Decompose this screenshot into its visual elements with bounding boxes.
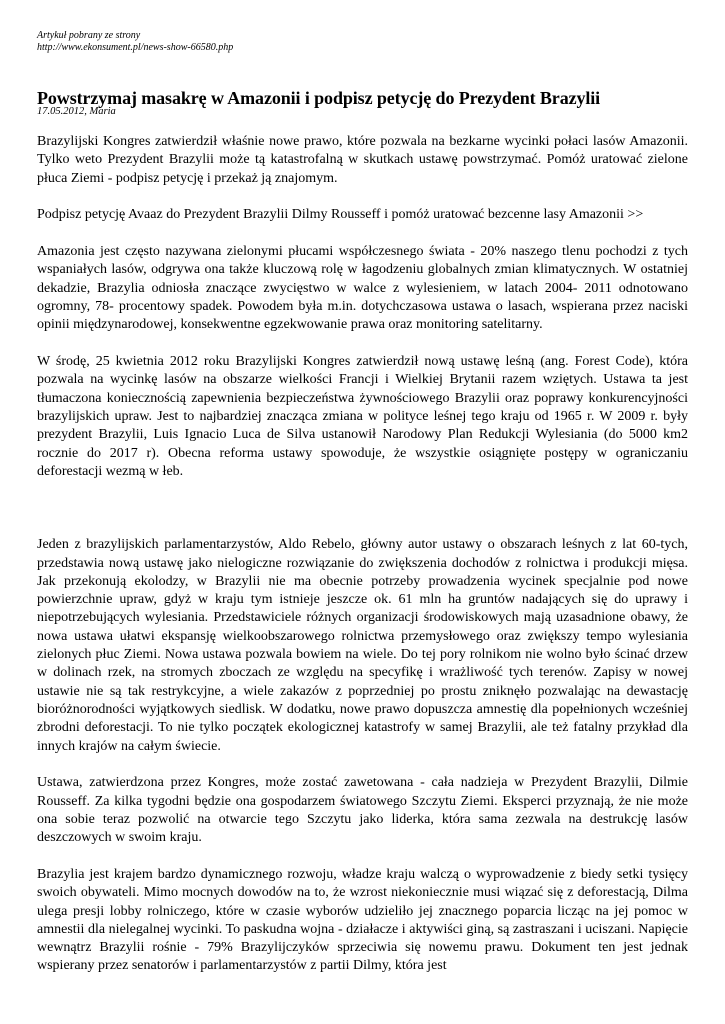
source-label: Artykuł pobrany ze strony bbox=[37, 30, 141, 41]
body-paragraph: W środę, 25 kwietnia 2012 roku Brazylijski Kongres zatwierdził nową ustawę leśną (ang. Forest Code), która pozwala na wycinkę lasów na obszarze wielkości Francji i Wielkiej Brytanii razem wziętych. Ustawa ta jest tłumaczona koniecznością zapewnienia bezpieczeństwa żywnościowego Brazylii oraz poprawy konkurencyjności brazylijskich upraw. Jest to najbardziej znacząca zmiana w polityce leśnej tego kraju od 1965 r. W 2009 r. były prezydent Brazylii, Luis Ignacio Luca de Silva ustanowił Narodowy Plan Redukcji Wylesiania (do 5000 km2 rocznie do 2017 r). Obecna reforma ustawy spowoduje, że wszystkie osiągnięte postępy w ograniczaniu deforestacji wezmą w łeb. bbox=[37, 354, 688, 479]
article-title: Powstrzymaj masakrę w Amazonii i podpisz petycję do Prezydent Brazylii bbox=[37, 88, 601, 108]
document-page bbox=[37, 30, 688, 976]
body-paragraph: Jeden z brazylijskich parlamentarzystów, Aldo Rebelo, główny autor ustawy o obszarach leśnych z lat 60-tych, przedstawia nową ustawę jako nielogiczne rozwiązanie do zwiększenia dochodów z rolnictwa i produkcji mięsa. Jak przekonują ekolodzy, w Brazylii nie ma obecnie potrzeby prowadzenia wycinek specjalnie pod nowe powierzchnie upraw, gdyż w kraju tym istnieje jeszcze ok. 61 mln ha gruntów nadających się do uprawy i niepotrzebujących wylesiania. Przedstawiciele różnych organizacji środowiskowych mają uzasadnione obawy, że nowa ustawa ułatwi ekspansję wielkoobszarowego rolnictwa przemysłowego oraz zwiększy tempo wylesiania zielonych płuc Ziemi. Nowa ustawa pozwala bowiem na wiele. Do tej pory rolnikom nie wolno było ścinać drzew w dolinach rzek, na stromych zboczach ze względu na specyfikę i wrażliwość tych terenów. Zapisy w nowej ustawie nie są tak restrykcyjne, a wiele zakazów z poprzedniej po prostu zniknęło pozwalając na dewastację bioróżnorodności wyjątkowych siedlisk. W dodatku, nowe prawo dopuszcza amnestię dla popełnionych wcześniej zbrodni deforestacji. To nie tylko początek ekologicznej katastrofy w samej Brazylii, ale też fatalny przykład dla innych krajów na całym świecie. bbox=[37, 537, 688, 754]
intro-paragraph: Brazylijski Kongres zatwierdził właśnie nowe prawo, które pozwala na bezkarne wycinki połaci lasów Amazonii. Tylko weto Prezydent Brazylii może tą katastrofalną w skutkach ustawę powstrzymać. Pomóż uratować zielone płuca Ziemi - podpisz petycję i przekaż ją znajomym. bbox=[37, 134, 688, 186]
body-paragraph: Ustawa, zatwierdzona przez Kongres, może zostać zawetowana - cała nadzieja w Prezydent Brazylii, Dilmie Rousseff. Za kilka tygodni będzie ona gospodarzem światowego Szczytu Ziemi. Eksperci przyznają, że nie może ona sobie teraz pozwolić na otwarcie tego Szczytu jako liderka, która sama zezwala na destrukcję lasów deszczowych w swoim kraju. bbox=[37, 775, 688, 846]
article-byline: 17.05.2012, Maria bbox=[37, 106, 116, 117]
source-url: http://www.ekonsument.pl/news-show-66580.php bbox=[37, 42, 234, 53]
body-paragraph: Amazonia jest często nazywana zielonymi płucami współczesnego świata - 20% naszego tlenu pochodzi z tych wspaniałych lasów, odgrywa ona także kluczową rolę w łagodzeniu globalnych zmian klimatycznych. W ostatniej dekadzie, Brazylia odniosła znaczące zwycięstwo w walce z wylesieniem, w latach 2004- 2011 odnotowano ogromny, 78- procentowy spadek. Powodem była m.in. dotychczasowa ustawa o lasach, wspierana przez naciski opinii międzynarodowej, konsekwentne egzekwowanie prawa oraz monitoring satelitarny. bbox=[37, 244, 688, 333]
petition-link[interactable]: Podpisz petycję Avaaz do Prezydent Brazylii Dilmy Rousseff i pomóż uratować bezcenne lasy Amazonii >> bbox=[37, 207, 644, 223]
body-paragraph: Brazylia jest krajem bardzo dynamicznego rozwoju, władze kraju walczą o wyprowadzenie z biedy setki tysięcy swoich obywateli. Mimo mocnych dowodów na to, że wzrost niekoniecznie musi wiązać się z deforestacją, Dilma ulega presji lobby rolniczego, które w czasie wyborów udzieliło jej znacznego poparcia licząc na jej pomoc w amnestii dla nielegalnej wycinki. To paskudna wojna - działacze i aktywiści giną, są zastraszani i uciszani. Napięcie wewnątrz Brazylii rośnie - 79% Brazylijczyków sprzeciwia się nowemu prawu. Dokument ten jest jednak wspierany przez senatorów i parlamentarzystów z partii Dilmy, która jest bbox=[37, 867, 688, 974]
